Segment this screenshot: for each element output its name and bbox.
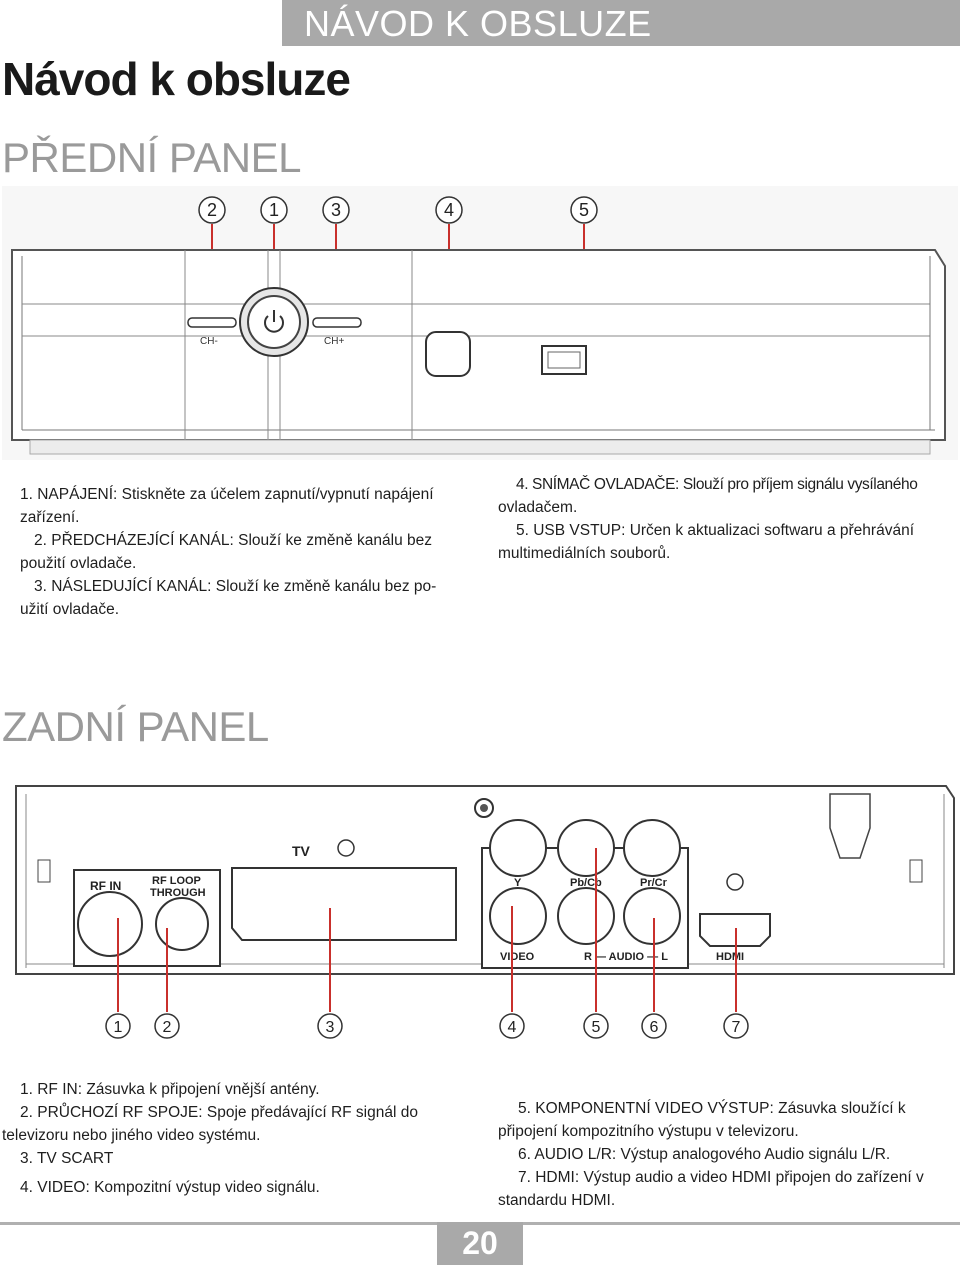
page-number: 20: [437, 1222, 523, 1265]
front-line-3: 2. PŘEDCHÁZEJÍCÍ KANÁL: Slouží ke změně kanálu bez: [34, 532, 432, 549]
ch-plus-label: CH+: [324, 336, 345, 347]
front-line-6: užití ovladače.: [20, 601, 120, 618]
front-line-4: použití ovladače.: [20, 555, 137, 572]
rear-callout-4: 4: [507, 1019, 517, 1036]
front-line-9: 5. USB VSTUP: Určen k aktualizaci softwaru a přehrávání: [516, 522, 914, 539]
rear-line-6: 5. KOMPONENTNÍ VIDEO VÝSTUP: Zásuvka sloužící k: [518, 1100, 906, 1117]
power-button-icon: [240, 288, 308, 356]
rear-callout-2: 2: [162, 1019, 172, 1036]
front-callout-3: 3: [330, 200, 342, 220]
pr-label: Pr/Cr: [640, 877, 667, 889]
front-panel-title: PŘEDNÍ PANEL: [2, 134, 301, 181]
y-label: Y: [514, 877, 522, 889]
front-desc-left: [20, 483, 460, 621]
video-label: VIDEO: [500, 951, 535, 963]
ch-minus-button: [188, 318, 236, 327]
rf-loop-label-1: RF LOOP: [152, 875, 201, 887]
rear-line-4: 3. TV SCART: [20, 1150, 114, 1167]
front-callout-1: 1: [268, 200, 280, 220]
front-line-2: zařízení.: [20, 509, 80, 526]
rear-line-8: 6. AUDIO L/R: Výstup analogového Audio signálu L/R.: [518, 1146, 891, 1163]
rear-line-9: 7. HDMI: Výstup audio a video HDMI připojen do zařízení v: [518, 1169, 924, 1186]
pr-port: [624, 820, 680, 876]
front-line-5: 3. NÁSLEDUJÍCÍ KANÁL: Slouží ke změně kanálu bez po-: [34, 578, 437, 595]
header-title: NÁVOD K OBSLUZE: [304, 3, 652, 44]
rear-line-3: televizoru nebo jiného video systému.: [2, 1127, 261, 1144]
ch-plus-button: [313, 318, 361, 327]
hdmi-label: HDMI: [716, 951, 745, 963]
front-line-8: ovladačem.: [498, 499, 578, 516]
rear-panel-diagram: [0, 778, 960, 1053]
rear-line-1: 1. RF IN: Zásuvka k připojení vnější antény.: [20, 1081, 320, 1098]
front-callout-2: 2: [206, 200, 218, 220]
rf-loop-label-2: THROUGH: [150, 887, 206, 899]
rear-line-2: 2. PRŮCHOZÍ RF SPOJE: Spoje předávající RF signál do: [20, 1104, 418, 1121]
pb-label: Pb/Cb: [570, 877, 602, 889]
rear-callout-5: 5: [591, 1019, 601, 1036]
y-port: [490, 820, 546, 876]
rear-callout-3: 3: [325, 1019, 335, 1036]
tv-scart-port: [232, 868, 456, 940]
rear-panel-title: ZADNÍ PANEL: [2, 703, 269, 750]
ch-minus-label: CH-: [200, 336, 218, 347]
rear-callout-1: 1: [113, 1019, 123, 1036]
audio-r-port: [558, 888, 614, 944]
rear-line-5: 4. VIDEO: Kompozitní výstup video signálu.: [20, 1179, 320, 1196]
video-port: [490, 888, 546, 944]
rf-in-port: [78, 892, 142, 956]
rear-line-10: standardu HDMI.: [498, 1192, 616, 1209]
rear-line-7: připojení kompozitního výstupu v televizoru.: [498, 1123, 799, 1140]
rear-desc-left: [2, 1078, 472, 1199]
front-line-1: 1. NAPÁJENÍ: Stiskněte za účelem zapnutí/vypnutí napájení: [20, 486, 434, 503]
rear-desc-right: [498, 1097, 960, 1212]
document-title: Návod k obsluze: [2, 53, 350, 105]
ir-sensor: [426, 332, 470, 376]
front-callout-5: 5: [578, 200, 590, 220]
front-callout-4: 4: [443, 200, 455, 220]
audio-l-port: [624, 888, 680, 944]
audio-label: R — AUDIO — L: [584, 951, 668, 963]
rf-loop-port: [156, 898, 208, 950]
rear-callout-7: 7: [731, 1019, 741, 1036]
front-line-10: multimediálních souborů.: [498, 545, 671, 562]
front-desc-right: [498, 473, 958, 565]
pb-port: [558, 820, 614, 876]
rf-in-label: RF IN: [90, 879, 122, 893]
tv-label: TV: [292, 843, 310, 859]
front-line-7: 4. SNÍMAČ OVLADAČE: Slouží pro příjem signálu vysílaného: [516, 476, 918, 493]
rear-callout-6: 6: [649, 1019, 659, 1036]
front-panel-diagram: [0, 186, 960, 460]
